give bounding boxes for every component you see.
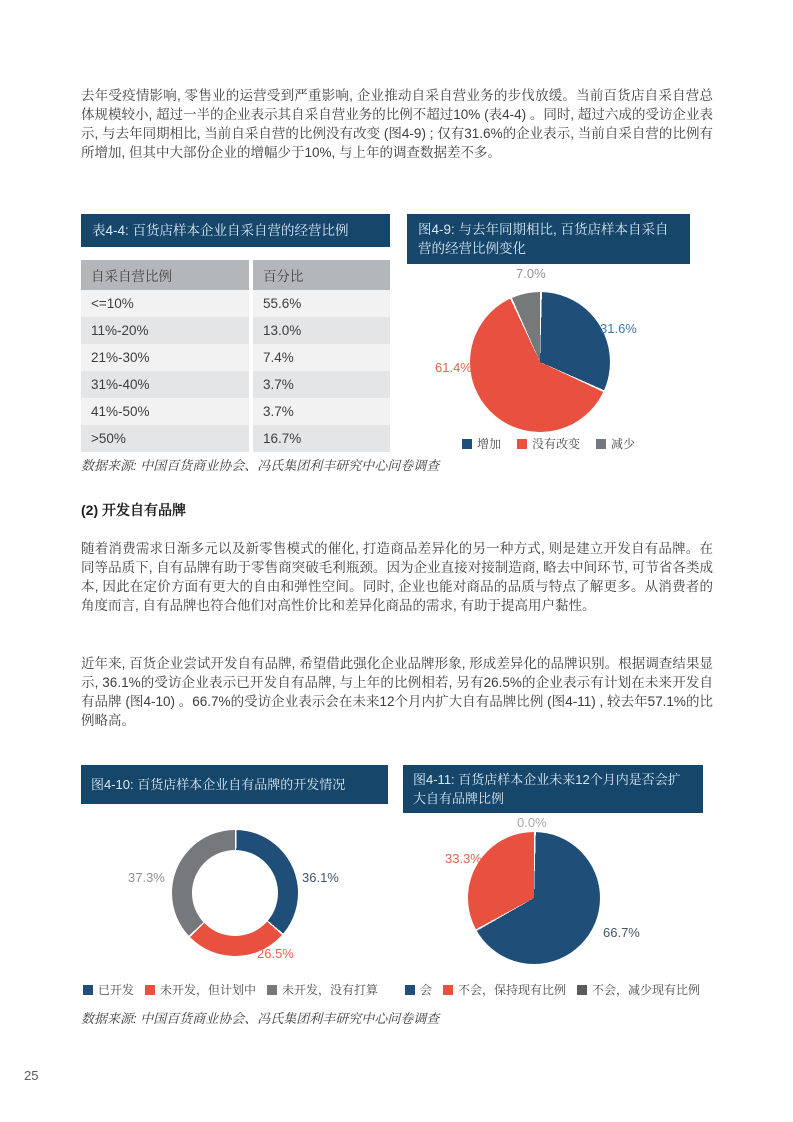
figure-4-10-title-bar: 图4-10: 百货店样本企业自有品牌的开发情况	[81, 765, 388, 804]
table-cell: >50%	[81, 425, 251, 452]
paragraph-private-brand-intro: 随着消费需求日渐多元以及新零售模式的催化, 打造商品差异化的另一种方式, 则是建立开发自有品牌。在同等品质下, 自有品牌有助于零售商突破毛利瓶颈。因为企业直接对接制造商, 略去中间环节, 可节省各类成本, 因此在定价方面有更大的自由和弹性空间。同时, 企业也能对商品的品质与特点了解更多。从消费者的角度而言, 自有品牌也符合他们对高性价比和差异化商品的需求, 有助于提高用户黏性。	[81, 541, 713, 613]
figure-4-11-title-bar: 图4-11: 百货店样本企业未来12个月内是否会扩大自有品牌比例	[403, 765, 703, 813]
slice-value-label: 31.6%	[600, 321, 637, 336]
table-4-4-panel	[81, 214, 390, 452]
pie-chart-4-9	[470, 292, 610, 432]
donut-hole	[192, 850, 278, 936]
legend-label: 不会，保持现有比例	[458, 983, 567, 997]
table-header-cell: 自采自营比例	[81, 260, 251, 290]
figure-4-9-title-bar: 图4-9: 与去年同期相比, 百货店样本自采自营的经营比例变化	[407, 214, 690, 264]
table-cell: 7.4%	[251, 344, 390, 371]
table-cell: 31%-40%	[81, 371, 251, 398]
legend-swatch-icon	[145, 985, 155, 995]
legend-swatch-icon	[596, 439, 606, 449]
pie-chart-4-11	[468, 832, 600, 964]
table-header-row	[81, 260, 390, 290]
table-cell: 21%-30%	[81, 344, 251, 371]
table-cell: 55.6%	[251, 290, 390, 317]
figure-4-9-panel	[407, 214, 690, 452]
legend-item	[145, 981, 256, 998]
legend-4-10	[83, 981, 378, 998]
section-heading: (2) 开发自有品牌	[81, 502, 186, 518]
slice-value-label: 66.7%	[603, 925, 640, 940]
legend-item	[577, 981, 700, 998]
page-number: 25	[24, 1068, 39, 1083]
legend-swatch-icon	[517, 439, 527, 449]
table-cell: 3.7%	[251, 398, 390, 425]
legend-swatch-icon	[83, 985, 93, 995]
table-row	[81, 398, 390, 425]
figure-4-10-panel	[81, 765, 388, 1000]
table-row	[81, 344, 390, 371]
slice-value-label: 26.5%	[257, 946, 294, 961]
slice-value-label: 36.1%	[302, 870, 339, 885]
legend-item	[83, 981, 134, 998]
legend-label: 未开发，没有打算	[282, 983, 379, 997]
table-4-4-title-bar: 表4-4: 百货店样本企业自采自营的经营比例	[81, 214, 390, 247]
table-cell: 13.0%	[251, 317, 390, 344]
legend-swatch-icon	[267, 985, 277, 995]
legend-item	[443, 981, 566, 998]
legend-item	[267, 981, 378, 998]
legend-label: 会	[420, 983, 433, 997]
source-note-bottom: 数据来源: 中国百货商业协会、冯氏集团利丰研究中心问卷调查	[81, 1011, 440, 1026]
legend-item	[596, 435, 635, 452]
legend-swatch-icon	[577, 985, 587, 995]
table-cell: 3.7%	[251, 371, 390, 398]
slice-value-label: 7.0%	[516, 266, 546, 281]
legend-swatch-icon	[405, 985, 415, 995]
table-cell: 41%-50%	[81, 398, 251, 425]
legend-item	[462, 435, 501, 452]
table-row	[81, 290, 390, 317]
table-row	[81, 425, 390, 452]
source-note-top: 数据来源: 中国百货商业协会、冯氏集团利丰研究中心问卷调查	[81, 458, 440, 473]
legend-label: 已开发	[98, 983, 135, 997]
legend-swatch-icon	[462, 439, 472, 449]
legend-label: 没有改变	[531, 437, 580, 451]
figure-4-11-panel	[403, 765, 703, 1000]
table-row	[81, 317, 390, 344]
slice-value-label: 37.3%	[128, 870, 165, 885]
legend-label: 未开发，但计划中	[160, 983, 257, 997]
slice-value-label: 33.3%	[445, 851, 482, 866]
table-4-4	[81, 260, 390, 452]
legend-label: 增加	[476, 437, 501, 451]
legend-item	[517, 435, 580, 452]
paragraph-private-brand-survey: 近年来, 百货企业尝试开发自有品牌, 希望借此强化企业品牌形象, 形成差异化的品牌识别。根据调查结果显示, 36.1%的受访企业表示已开发自有品牌, 与上年的比例相若, 另有26.5%的企业表示有计划在未来开发自有品牌 (图4-10) 。66.7%的受访企业表示会在未来12个月内扩大自有品牌比例 (图4-11) , 较去年57.1%的比例略高。	[81, 656, 713, 728]
slice-value-label: 61.4%	[435, 360, 472, 375]
legend-label: 减少	[611, 437, 636, 451]
table-cell: 16.7%	[251, 425, 390, 452]
legend-4-11	[405, 981, 700, 998]
legend-4-9	[407, 435, 690, 452]
paragraph-self-sourcing: 去年受疫情影响, 零售业的运营受到严重影响, 企业推动自采自营业务的步伐放缓。当前百货店自采自营总体规模较小, 超过一半的企业表示其自采自营业务的比例不超过10% (表4-4) 。同时, 超过六成的受访企业表示, 与去年同期相比, 当前自采自营的比例没有改变 (图4-9) ; 仅有31.6%的企业表示, 当前自采自营的比例有所增加, 但其中大部份企业的增幅少于10%, 与上年的调查数据差不多。	[81, 88, 713, 160]
table-row	[81, 371, 390, 398]
legend-swatch-icon	[443, 985, 453, 995]
table-cell: <=10%	[81, 290, 251, 317]
table-header-cell: 百分比	[251, 260, 390, 290]
table-cell: 11%-20%	[81, 317, 251, 344]
legend-item	[405, 981, 432, 998]
slice-value-label: 0.0%	[517, 815, 547, 830]
legend-label: 不会，减少现有比例	[592, 983, 701, 997]
